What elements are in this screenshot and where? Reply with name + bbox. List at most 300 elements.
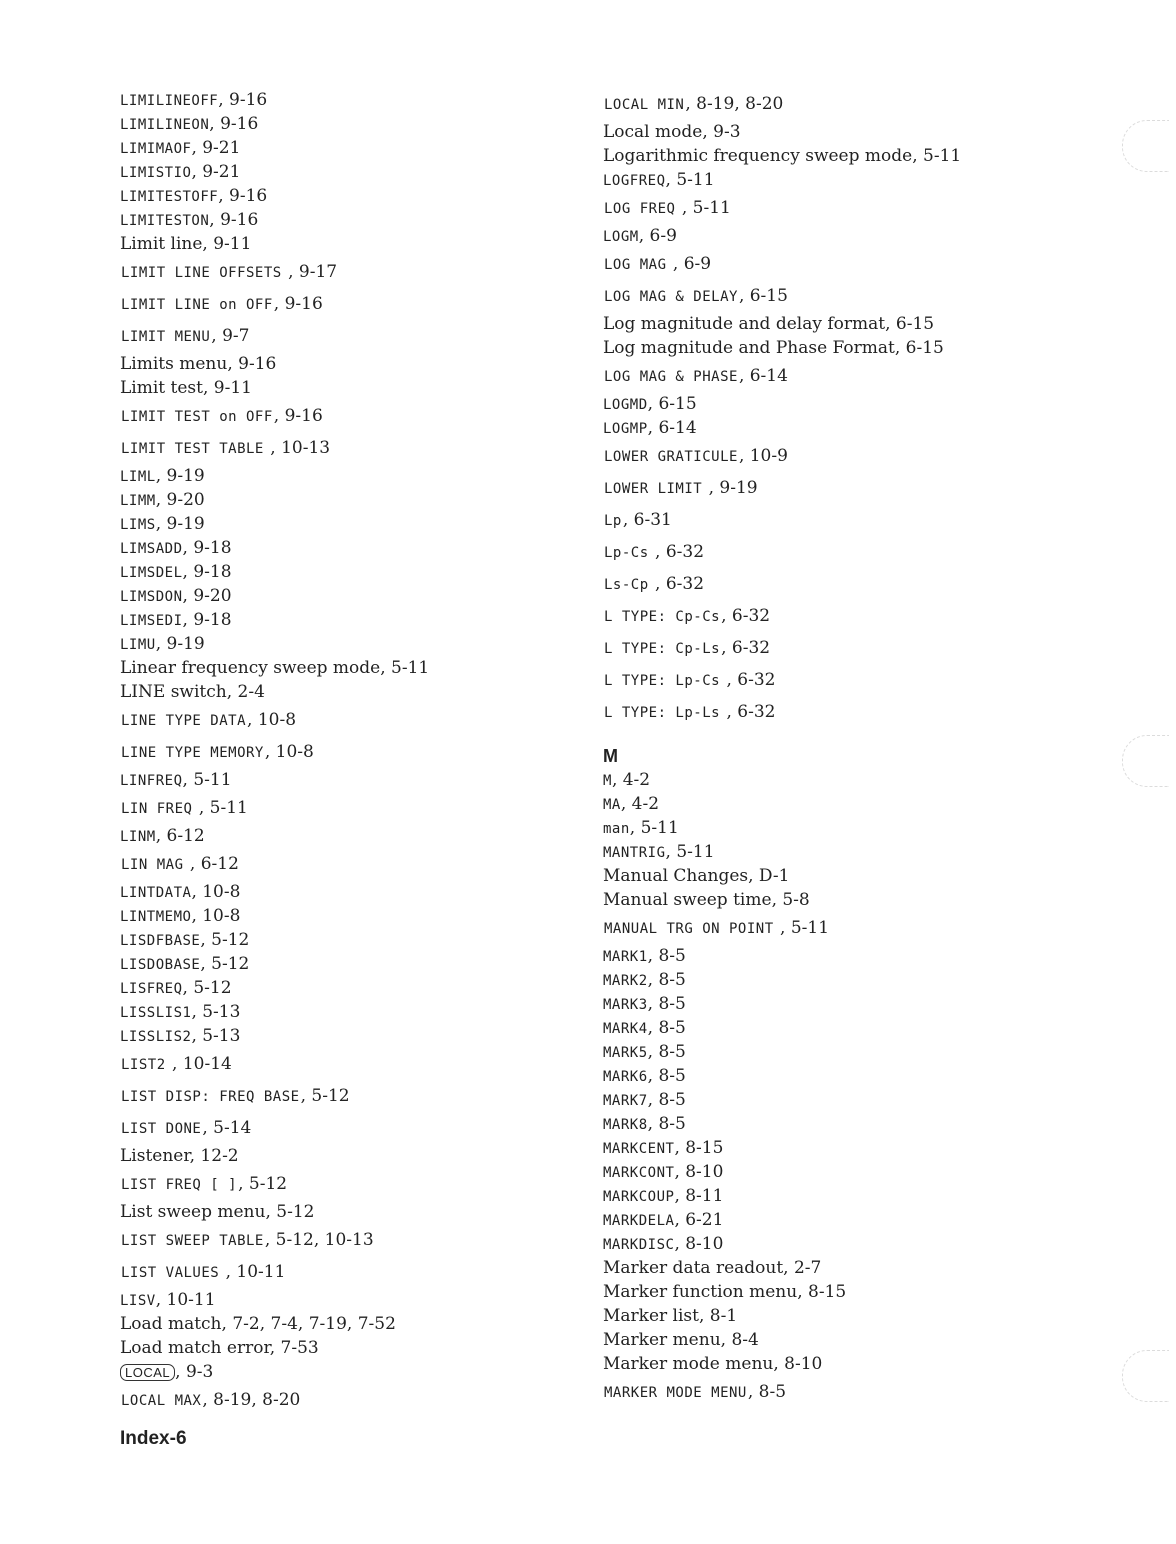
index-term: Marker menu — [603, 1330, 721, 1350]
index-term: LINTDATA — [120, 885, 192, 901]
index-entry — [603, 312, 1043, 336]
index-entry — [603, 168, 1043, 192]
index-entry — [120, 464, 560, 488]
index-page-refs: , 8-11 — [674, 1186, 724, 1206]
index-term: LIMITESTON — [120, 213, 210, 229]
softkey-label: L TYPE: Lp-Cs — [604, 673, 721, 689]
index-entry — [120, 208, 560, 232]
index-page-refs: , 8-5 — [647, 970, 686, 990]
index-term: LIMSADD — [120, 541, 183, 557]
index-page-refs: , 5-11 — [193, 798, 248, 818]
index-page-refs: , 5-11 — [912, 146, 962, 166]
index-term: Limit line — [120, 234, 203, 254]
softkey-label: LIST DISP: FREQ BASE — [121, 1089, 300, 1105]
index-entry — [120, 512, 560, 536]
index-term: Load match error — [120, 1338, 270, 1358]
index-page-refs: , 5-12 — [182, 978, 232, 998]
index-entry — [603, 120, 1043, 144]
index-page-refs: , 5-12, 10-13 — [264, 1230, 374, 1250]
index-entry — [603, 280, 1043, 312]
index-entry — [603, 792, 1043, 816]
index-entry — [120, 1000, 560, 1024]
index-entry — [603, 1040, 1043, 1064]
index-page-refs: , 9-7 — [211, 326, 250, 346]
index-entry — [120, 400, 560, 432]
index-entry — [120, 680, 560, 704]
index-entry — [603, 888, 1043, 912]
index-page-refs: , 9-16 — [273, 294, 323, 314]
index-page-refs: , 5-12 — [200, 954, 250, 974]
index-term: Local mode — [603, 122, 703, 142]
index-entry — [603, 968, 1043, 992]
index-page-refs: , 6-32 — [649, 574, 705, 594]
softkey-label: LIMIT TEST TABLE — [121, 441, 264, 457]
index-entry — [120, 112, 560, 136]
index-page-refs: , 6-15 — [885, 314, 935, 334]
index-page-refs: , 6-32 — [721, 606, 771, 626]
index-page-refs: , 6-31 — [622, 510, 672, 530]
index-page-refs: , 9-18 — [182, 610, 232, 630]
binder-hole-mark — [1122, 1350, 1169, 1402]
index-term: LISSLIS2 — [120, 1029, 192, 1045]
index-page-refs: , 8-10 — [773, 1354, 823, 1374]
index-term: M — [603, 746, 618, 766]
index-page-refs: , 5-12 — [265, 1202, 315, 1222]
index-term: MARK4 — [603, 1021, 648, 1037]
softkey-label: LOWER GRATICULE — [604, 449, 738, 465]
softkey-label: L TYPE: Cp-Ls — [604, 641, 721, 657]
index-page-refs: , 8-10 — [674, 1162, 724, 1182]
index-term: LINFREQ — [120, 773, 183, 789]
index-term: LIMU — [120, 637, 156, 653]
index-entry — [603, 1160, 1043, 1184]
index-term: LIMSEDI — [120, 613, 183, 629]
index-page-refs: , 12-2 — [189, 1146, 239, 1166]
index-entry — [603, 504, 1043, 536]
index-column-left — [120, 88, 560, 1416]
index-entry — [120, 160, 560, 184]
index-page-refs: , 9-18 — [182, 538, 232, 558]
index-page-refs: , 8-15 — [674, 1138, 724, 1158]
index-page-refs: , 10-13 — [264, 438, 331, 458]
index-entry — [120, 976, 560, 1000]
index-entry — [603, 536, 1043, 568]
index-entry — [603, 1352, 1043, 1376]
index-term: Linear frequency sweep mode — [120, 658, 381, 678]
index-page-refs: , 2-7 — [783, 1258, 822, 1278]
index-page-refs: , 5-11 — [380, 658, 430, 678]
index-entry — [603, 1064, 1043, 1088]
index-entry — [603, 248, 1043, 280]
binder-hole-mark — [1122, 120, 1169, 172]
index-page-refs: , 8-5 — [647, 1114, 686, 1134]
index-page-refs: , 5-13 — [191, 1002, 241, 1022]
index-term: MA — [603, 797, 621, 813]
softkey-label: Ls-Cp — [604, 577, 649, 593]
index-page-refs: , 5-8 — [771, 890, 810, 910]
index-term: LIMITESTOFF — [120, 189, 219, 205]
index-entry — [120, 288, 560, 320]
index-page-refs: , 6-9 — [638, 226, 677, 246]
index-entry — [603, 1088, 1043, 1112]
index-page-refs: , 8-5 — [647, 946, 686, 966]
index-term: Logarithmic frequency sweep mode — [603, 146, 913, 166]
index-page-refs: , 8-1 — [699, 1306, 738, 1326]
softkey-label: L TYPE: Lp-Ls — [604, 705, 721, 721]
softkey-label: LIMIT MENU — [121, 329, 211, 345]
index-term: List sweep menu — [120, 1202, 266, 1222]
index-entry — [120, 184, 560, 208]
index-page-refs: , 6-32 — [721, 702, 776, 722]
index-term: LIMM — [120, 493, 156, 509]
softkey-label: LIST FREQ [ ] — [121, 1177, 238, 1193]
index-page-refs: , 6-32 — [649, 542, 705, 562]
index-page-refs: , 9-17 — [282, 262, 338, 282]
index-page-refs: , 6-32 — [721, 670, 776, 690]
index-term: LISFREQ — [120, 981, 183, 997]
index-term: LIML — [120, 469, 156, 485]
index-page-refs: , 8-10 — [674, 1234, 724, 1254]
softkey-label: LINE TYPE MEMORY — [121, 745, 264, 761]
index-term: LIMIMAOF — [120, 141, 192, 157]
index-page-refs: , 5-11 — [629, 818, 679, 838]
index-term: Marker data readout — [603, 1258, 784, 1278]
index-entry — [120, 608, 560, 632]
index-term: MARKCENT — [603, 1141, 675, 1157]
index-column-right — [603, 88, 1043, 1408]
index-page-refs: , 9-16 — [227, 354, 277, 374]
index-entry — [603, 1280, 1043, 1304]
softkey-label: LIMIT LINE on OFF — [121, 297, 273, 313]
index-term: Manual sweep time — [603, 890, 772, 910]
index-entry — [603, 1184, 1043, 1208]
softkey-label: LINE TYPE DATA — [121, 713, 247, 729]
index-entry — [120, 1336, 560, 1360]
index-page-refs: , 10-11 — [155, 1290, 216, 1310]
index-entry — [120, 352, 560, 376]
index-term: LOGFREQ — [603, 173, 666, 189]
index-term: LINTMEMO — [120, 909, 192, 925]
index-entry — [120, 376, 560, 400]
index-page-refs: , 5-11 — [665, 170, 715, 190]
index-entry — [120, 1080, 560, 1112]
index-entry — [603, 1112, 1043, 1136]
index-page-refs: , 9-3 — [175, 1362, 214, 1382]
index-term: man — [603, 821, 630, 837]
index-section-letter — [603, 728, 1043, 768]
index-entry — [120, 1312, 560, 1336]
softkey-label: LIST DONE — [121, 1121, 202, 1137]
index-page-refs: , 6-12 — [184, 854, 239, 874]
index-entry — [120, 952, 560, 976]
index-entry — [120, 232, 560, 256]
index-term: M — [603, 773, 612, 789]
index-term: LOGMP — [603, 421, 648, 437]
index-entry — [120, 320, 560, 352]
index-entry — [603, 392, 1043, 416]
index-page-refs: , 6-15 — [738, 286, 788, 306]
index-page-refs: , 8-5 — [747, 1382, 787, 1402]
index-term: MARK7 — [603, 1093, 648, 1109]
index-page-refs: , 9-18 — [182, 562, 232, 582]
index-entry — [603, 944, 1043, 968]
index-page-refs: , 6-14 — [738, 366, 788, 386]
softkey-label: LOCAL MAX — [121, 1393, 202, 1409]
index-page-refs: , 10-9 — [738, 446, 788, 466]
index-entry — [120, 136, 560, 160]
index-term: LISDOBASE — [120, 957, 201, 973]
index-page-refs: , 5-11 — [774, 918, 830, 938]
index-page-refs: , 8-5 — [647, 994, 686, 1014]
index-term: Load match — [120, 1314, 222, 1334]
index-page-refs: , D-1 — [748, 866, 790, 886]
index-term: MARKDISC — [603, 1237, 675, 1253]
index-term: LIMILINEOFF — [120, 93, 219, 109]
index-page-refs: , 6-32 — [721, 638, 771, 658]
index-entry — [120, 488, 560, 512]
index-entry — [120, 1256, 560, 1288]
index-entry — [120, 560, 560, 584]
index-term: MARK3 — [603, 997, 648, 1013]
index-page-refs: , 9-19 — [155, 466, 205, 486]
index-page-refs: , 6-9 — [667, 254, 712, 274]
index-entry — [120, 768, 560, 792]
index-entry — [603, 472, 1043, 504]
index-entry — [120, 88, 560, 112]
index-term: LOGM — [603, 229, 639, 245]
index-page-refs: , 2-4 — [226, 682, 265, 702]
index-entry — [603, 816, 1043, 840]
softkey-label: LIN FREQ — [121, 801, 193, 817]
index-page-refs: , 10-8 — [264, 742, 314, 762]
softkey-label: Lp-Cs — [604, 545, 649, 561]
index-entry — [603, 768, 1043, 792]
index-term: MARKDELA — [603, 1213, 675, 1229]
index-page-refs: , 8-5 — [647, 1018, 686, 1038]
index-entry — [120, 1048, 560, 1080]
index-term: Manual Changes — [603, 866, 749, 886]
index-page-refs: , 10-8 — [191, 906, 241, 926]
index-entry — [603, 360, 1043, 392]
index-page-refs: , 5-12 — [300, 1086, 350, 1106]
page-footer-label: Index-6 — [120, 1428, 187, 1449]
index-term: LINE switch — [120, 682, 227, 702]
index-term: LISDFBASE — [120, 933, 201, 949]
index-page-refs: , 8-19, 8-20 — [202, 1390, 301, 1410]
index-page-refs: , 9-21 — [191, 162, 241, 182]
index-term: Marker list — [603, 1306, 699, 1326]
index-entry — [603, 440, 1043, 472]
index-entry — [120, 1224, 560, 1256]
index-term: Limits menu — [120, 354, 228, 374]
index-page-refs: , 8-19, 8-20 — [685, 94, 784, 114]
index-term: Marker function menu — [603, 1282, 798, 1302]
index-page-refs: , 9-21 — [191, 138, 241, 158]
hardkey-label: LOCAL — [120, 1364, 175, 1381]
index-page-refs: , 9-16 — [273, 406, 323, 426]
softkey-label: MANUAL TRG ON POINT — [604, 921, 774, 937]
index-page-refs: , 10-8 — [191, 882, 241, 902]
index-page-refs: , 8-15 — [797, 1282, 847, 1302]
index-page-refs: , 9-3 — [702, 122, 741, 142]
index-entry — [603, 1304, 1043, 1328]
softkey-label: Lp — [604, 513, 622, 529]
index-term: MARKCOUP — [603, 1189, 675, 1205]
softkey-label: LOG FREQ — [604, 201, 676, 217]
index-term: LOGMD — [603, 397, 648, 413]
index-page-refs: , 9-20 — [182, 586, 232, 606]
index-page-refs: , 6-15 — [647, 394, 697, 414]
index-term: LIMSDEL — [120, 565, 183, 581]
index-page-refs: , 9-19 — [155, 634, 205, 654]
index-entry — [603, 1376, 1043, 1408]
index-page-refs: , 8-5 — [647, 1090, 686, 1110]
index-entry — [120, 1168, 560, 1200]
index-entry — [603, 1136, 1043, 1160]
softkey-label: LIST VALUES — [121, 1265, 220, 1281]
index-page-refs: , 5-12 — [238, 1174, 288, 1194]
index-page-refs: , 9-20 — [155, 490, 205, 510]
index-entry — [603, 224, 1043, 248]
index-entry — [603, 632, 1043, 664]
index-term: Listener — [120, 1146, 190, 1166]
index-page-refs: , 9-19 — [703, 478, 758, 498]
softkey-label: LIMIT TEST on OFF — [121, 409, 273, 425]
index-page-refs: , 9-16 — [218, 186, 268, 206]
index-page-refs: , 7-2, 7-4, 7-19, 7-52 — [221, 1314, 396, 1334]
index-term: MANTRIG — [603, 845, 666, 861]
softkey-label: LOG MAG & PHASE — [604, 369, 738, 385]
index-term: LIMS — [120, 517, 156, 533]
binder-hole-mark — [1122, 735, 1169, 787]
index-page-refs: , 6-21 — [674, 1210, 724, 1230]
index-entry — [120, 256, 560, 288]
index-entry — [120, 656, 560, 680]
index-page-refs: , 7-53 — [269, 1338, 319, 1358]
index-page-refs: , 4-2 — [620, 794, 660, 814]
index-entry — [603, 1232, 1043, 1256]
index-entry — [603, 416, 1043, 440]
softkey-label: L TYPE: Cp-Cs — [604, 609, 721, 625]
index-page-refs: , 9-11 — [202, 234, 252, 254]
index-entry — [120, 704, 560, 736]
index-entry — [603, 696, 1043, 728]
index-page-refs: , 8-5 — [647, 1066, 686, 1086]
index-page-refs: , 9-16 — [209, 210, 259, 230]
index-entry — [120, 584, 560, 608]
index-term: LIMISTIO — [120, 165, 192, 181]
index-entry — [603, 336, 1043, 360]
index-page-refs: , 6-12 — [155, 826, 205, 846]
index-entry — [603, 192, 1043, 224]
index-page-refs: , 10-8 — [247, 710, 297, 730]
index-page-refs: , 5-11 — [182, 770, 232, 790]
index-page-refs: , 10-11 — [220, 1262, 286, 1282]
softkey-label: LIMIT LINE OFFSETS — [121, 265, 282, 281]
index-term: LISSLIS1 — [120, 1005, 192, 1021]
index-page-refs: , 8-4 — [720, 1330, 759, 1350]
index-entry — [120, 1144, 560, 1168]
index-term: MARK8 — [603, 1117, 648, 1133]
index-entry — [120, 1360, 560, 1384]
index-entry — [120, 1024, 560, 1048]
index-term: Marker mode menu — [603, 1354, 774, 1374]
index-entry — [120, 1112, 560, 1144]
index-entry — [603, 144, 1043, 168]
index-entry — [603, 1256, 1043, 1280]
index-term: Limit test — [120, 378, 203, 398]
index-entry — [603, 88, 1043, 120]
index-entry — [603, 568, 1043, 600]
softkey-label: LIST SWEEP TABLE — [121, 1233, 264, 1249]
softkey-label: LIN MAG — [121, 857, 184, 873]
index-term: MARK5 — [603, 1045, 648, 1061]
index-entry — [120, 632, 560, 656]
index-entry — [120, 928, 560, 952]
index-entry — [603, 864, 1043, 888]
index-page-refs: , 6-15 — [894, 338, 944, 358]
index-term: LISV — [120, 1293, 156, 1309]
softkey-label: LOCAL MIN — [604, 97, 685, 113]
softkey-label: LOG MAG — [604, 257, 667, 273]
index-term: LIMSDON — [120, 589, 183, 605]
index-entry — [603, 600, 1043, 632]
softkey-label: MARKER MODE MENU — [604, 1385, 747, 1401]
index-entry — [603, 912, 1043, 944]
index-page-refs: , 9-16 — [218, 90, 268, 110]
index-entry — [603, 840, 1043, 864]
index-entry — [603, 1208, 1043, 1232]
index-term: Log magnitude and Phase Format — [603, 338, 895, 358]
index-entry — [120, 736, 560, 768]
index-page-refs: , 5-13 — [191, 1026, 241, 1046]
index-entry — [120, 904, 560, 928]
index-entry — [120, 1288, 560, 1312]
index-term: MARKCONT — [603, 1165, 675, 1181]
index-page-refs: , 9-19 — [155, 514, 205, 534]
index-page-refs: , 5-12 — [200, 930, 250, 950]
index-term: LINM — [120, 829, 156, 845]
softkey-label: LOWER LIMIT — [604, 481, 703, 497]
index-page-refs: , 8-5 — [647, 1042, 686, 1062]
index-page-refs: , 9-11 — [202, 378, 252, 398]
index-entry — [603, 992, 1043, 1016]
index-page-refs: , 10-14 — [166, 1054, 232, 1074]
index-term: LIMILINEON — [120, 117, 210, 133]
index-page-refs: , 5-11 — [676, 198, 731, 218]
index-entry — [603, 1016, 1043, 1040]
index-page-refs: , 9-16 — [209, 114, 259, 134]
index-entry — [603, 1328, 1043, 1352]
index-term: Log magnitude and delay format — [603, 314, 886, 334]
index-entry — [603, 664, 1043, 696]
index-entry — [120, 880, 560, 904]
index-entry — [120, 792, 560, 824]
index-term: MARK6 — [603, 1069, 648, 1085]
softkey-label: LOG MAG & DELAY — [604, 289, 738, 305]
index-entry — [120, 1200, 560, 1224]
softkey-label: LIST2 — [121, 1057, 166, 1073]
index-page-refs: , 5-14 — [202, 1118, 252, 1138]
index-page-refs: , 5-11 — [665, 842, 715, 862]
index-entry — [120, 824, 560, 848]
index-entry — [120, 536, 560, 560]
index-term: MARK2 — [603, 973, 648, 989]
index-page-refs: , 4-2 — [611, 770, 651, 790]
index-term: MARK1 — [603, 949, 648, 965]
index-entry — [120, 432, 560, 464]
index-page-refs: , 6-14 — [647, 418, 697, 438]
